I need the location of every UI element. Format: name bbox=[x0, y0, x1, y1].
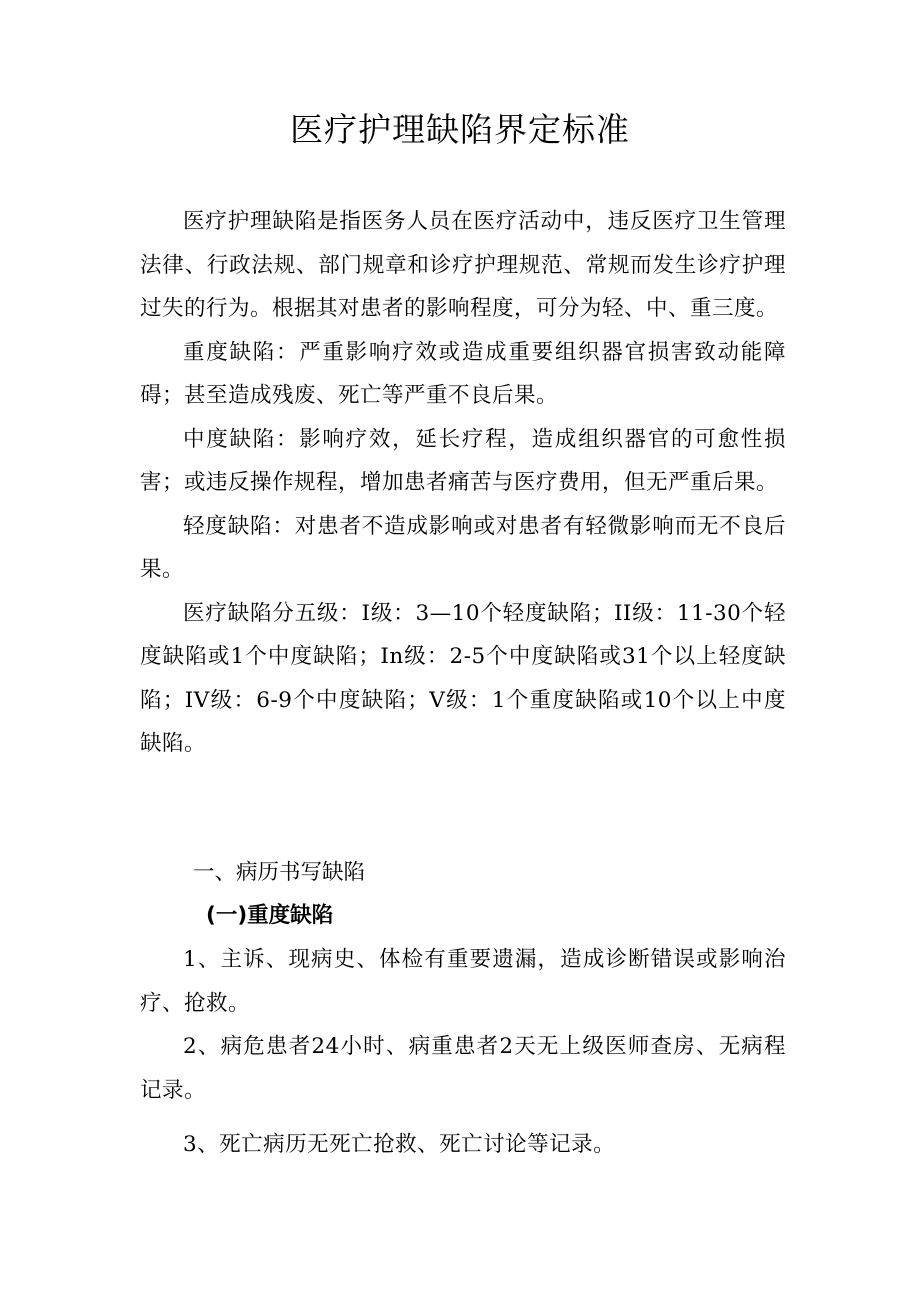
list-item: 1、主诉、现病史、体检有重要遗漏，造成诊断错误或影响治疗、抢救。 bbox=[140, 947, 786, 1016]
document-title: 医疗护理缺陷界定标准 bbox=[290, 110, 630, 149]
paragraph-severe-defect: 重度缺陷：严重影响疗效或造成重要组织器官损害致动能障碍；甚至造成残废、死亡等严重不良后果。 bbox=[140, 339, 786, 408]
severe-items-list bbox=[140, 938, 786, 1112]
section-heading: 一、病历书写缺陷 bbox=[193, 860, 366, 885]
paragraph-defect-levels: 医疗缺陷分五级：I级：3—10个轻度缺陷；II级：11-30个轻度缺陷或1个中度缺陷；In级：2-5个中度缺陷或31个以上轻度缺陷；IV级：6-9个中度缺陷；V级：1个重度缺陷或10个以上中度缺陷。 bbox=[140, 600, 786, 756]
severe-items-list-continued bbox=[140, 1123, 786, 1167]
paragraph-definition: 医疗护理缺陷是指医务人员在医疗活动中，违反医疗卫生管理法律、行政法规、部门规章和诊疗护理规范、常规而发生诊疗护理过失的行为。根据其对患者的影响程度，可分为轻、中、重三度。 bbox=[140, 209, 786, 321]
paragraph-mild-defect: 轻度缺陷：对患者不造成影响或对患者有轻微影响而无不良后果。 bbox=[140, 513, 786, 582]
list-item: 2、病危患者24小时、病重患者2天无上级医师查房、无病程记录。 bbox=[140, 1034, 786, 1103]
paragraph-moderate-defect: 中度缺陷：影响疗效，延长疗程，造成组织器官的可愈性损害；或违反操作规程，增加患者痛苦与医疗费用，但无严重后果。 bbox=[140, 426, 786, 495]
list-item: 3、死亡病历无死亡抢救、死亡讨论等记录。 bbox=[183, 1132, 616, 1157]
intro-section bbox=[140, 200, 786, 766]
sub-heading: (一)重度缺陷 bbox=[206, 903, 334, 928]
